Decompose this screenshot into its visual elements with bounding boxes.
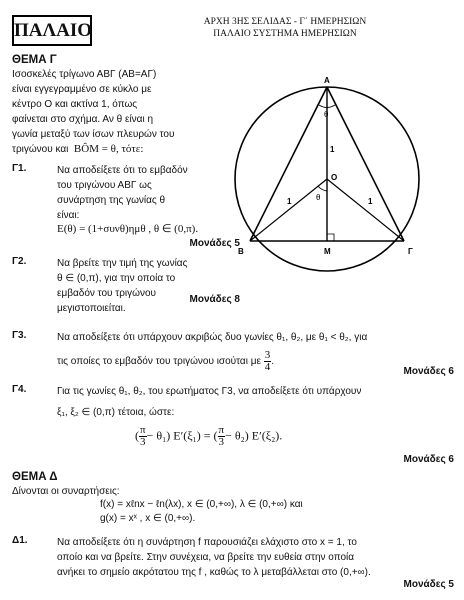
- intro-line: είναι εγγεγραμμένο σε κύκλο με: [12, 84, 152, 95]
- g1-line: συνάρτηση της γωνίας θ: [57, 195, 166, 206]
- intro-line: [12, 142, 244, 157]
- g1-line: του τριγώνου ΑΒΓ ως: [57, 180, 152, 191]
- radius-og: [327, 179, 404, 241]
- g4-label: Γ4.: [12, 384, 27, 395]
- right-angle-mark: [327, 234, 334, 241]
- g4-marks: Μονάδες 6: [403, 454, 454, 465]
- fraction-denominator: 3: [140, 436, 146, 448]
- g4-equation: [135, 425, 282, 448]
- fraction-denominator: 4: [264, 361, 271, 373]
- d1-label: Δ1.: [12, 535, 28, 546]
- center-o-label: Ο: [331, 173, 338, 182]
- g3-marks: Μονάδες 6: [403, 366, 454, 377]
- f-definition: f(x) = xℓnx − ℓn(λx), x ∈ (0,+∞), λ ∈ (0,+∞) και: [100, 499, 303, 510]
- radius-ob: [250, 179, 327, 241]
- midpoint-m-label: Μ: [324, 247, 331, 256]
- equation-end: − θ₂) Ε′(ξ₂).: [225, 428, 283, 443]
- g1-label: Γ1.: [12, 163, 27, 174]
- theta-top-label: θ: [324, 110, 329, 119]
- g1-line: Να αποδείξετε ότι το εμβαδόν: [57, 165, 188, 176]
- g1-marks: Μονάδες 5: [189, 238, 240, 249]
- old-system-badge: ΠΑΛΑΙΟ: [12, 15, 92, 46]
- g2-marks: Μονάδες 8: [189, 294, 240, 305]
- g3-label: Γ3.: [12, 330, 27, 341]
- vertex-a-label: Α: [324, 76, 330, 85]
- g-definition: g(x) = xˣ , x ∈ (0,+∞).: [100, 513, 196, 524]
- g3-text: τις οποίες το εμβαδόν του τριγώνου ισούται με: [57, 356, 261, 368]
- angle-arc-o: [318, 186, 327, 191]
- vertex-b-label: Β: [238, 247, 244, 256]
- theme-c-title: ΘΕΜΑ Γ: [12, 54, 57, 66]
- fraction-numerator: π: [218, 424, 225, 436]
- intro-line: γωνία μεταξύ των ίσων πλευρών του: [12, 129, 175, 140]
- radius-label-center: 1: [330, 145, 335, 154]
- radius-label-left: 1: [287, 197, 292, 206]
- g1-question: [57, 163, 237, 223]
- fraction-denominator: 3: [218, 436, 225, 448]
- g1-line: είναι:: [57, 210, 80, 221]
- radius-label-right: 1: [368, 197, 373, 206]
- g2-question: [57, 256, 237, 316]
- fraction-numerator: 3: [264, 349, 271, 361]
- intro-line: κέντρο Ο και ακτίνα 1, όπως: [12, 99, 138, 110]
- page-header-line1: ΑΡΧΗ 3ΗΣ ΣΕΛΙΔΑΣ - Γ΄ ΗΜΕΡΗΣΙΩΝ: [203, 17, 367, 27]
- g4-line: Για τις γωνίες θ₁, θ₂, του ερωτήματος Γ3, να αποδείξετε ότι υπάρχουν: [57, 386, 362, 397]
- theme-c-intro: [12, 67, 244, 157]
- g2-line: εμβαδόν του τριγώνου: [57, 288, 156, 299]
- g2-line: μεγιστοποιείται.: [57, 303, 126, 314]
- side-ab: [250, 87, 327, 241]
- pi-over-three-left: [139, 425, 147, 448]
- theta-center-label: θ: [316, 193, 321, 202]
- d1-line: οποίο και να βρείτε. Στην συνέχεια, να βρείτε την ευθεία στην οποία: [57, 552, 355, 563]
- g4-question: [57, 384, 455, 420]
- side-ag: [327, 87, 404, 241]
- d1-line: ανήκει το σημείο ακρότατου της f , καθώς το λ μεταβάλλεται στο (0,+∞).: [57, 567, 371, 578]
- angle-definition: BÔM = θ, τότε:: [73, 143, 144, 155]
- equation-middle: − θ₁) Ε′(ξ₁) = (: [146, 428, 218, 443]
- d1-line: Να αποδείξετε ότι η συνάρτηση f παρουσιάζει ελάχιστο στο x = 1, το: [57, 537, 357, 548]
- g2-line: Να βρείτε την τιμή της γωνίας: [57, 258, 188, 269]
- three-quarters-fraction: [264, 350, 272, 373]
- vertex-g-label: Γ: [408, 247, 413, 256]
- intro-line: Ισοσκελές τρίγωνο ΑΒΓ (ΑΒ=ΑΓ): [12, 69, 157, 80]
- theme-d-intro: Δίνονται οι συναρτήσεις:: [12, 486, 120, 497]
- inscribed-triangle-figure: [228, 70, 458, 300]
- intro-line: φαίνεται στο σχήμα. Αν θ είναι η: [12, 114, 154, 125]
- theme-d-title: ΘΕΜΑ Δ: [12, 471, 58, 483]
- page-header-line2: ΠΑΛΑΙΟ ΣΥΣΤΗΜΑ ΗΜΕΡΗΣΙΩΝ: [213, 29, 357, 39]
- g3-line: τις οποίες το εμβαδόν του τριγώνου ισούται με $\frac{3}{4}$ .: [57, 349, 274, 373]
- g2-line: θ ∈ (0,π), για την οποία το: [57, 273, 176, 284]
- d1-question: [57, 535, 455, 580]
- g4-line: ξ₁, ξ₂ ∈ (0,π) τέτοια, ώστε:: [57, 407, 175, 418]
- pi-over-three-right: [218, 425, 226, 448]
- g2-label: Γ2.: [12, 256, 27, 267]
- left-paren: (: [135, 428, 139, 443]
- d1-marks: Μονάδες 5: [403, 579, 454, 590]
- g1-formula: Ε(θ) = (1+συνθ)ημθ , θ ∈ (0,π).: [57, 223, 199, 235]
- g3-line: Να αποδείξετε ότι υπάρχουν ακριβώς δυο γωνίες θ₁, θ₂, με θ₁ < θ₂, για: [57, 332, 368, 343]
- fraction-numerator: π: [140, 424, 146, 436]
- intro-text: τριγώνου και: [12, 144, 69, 155]
